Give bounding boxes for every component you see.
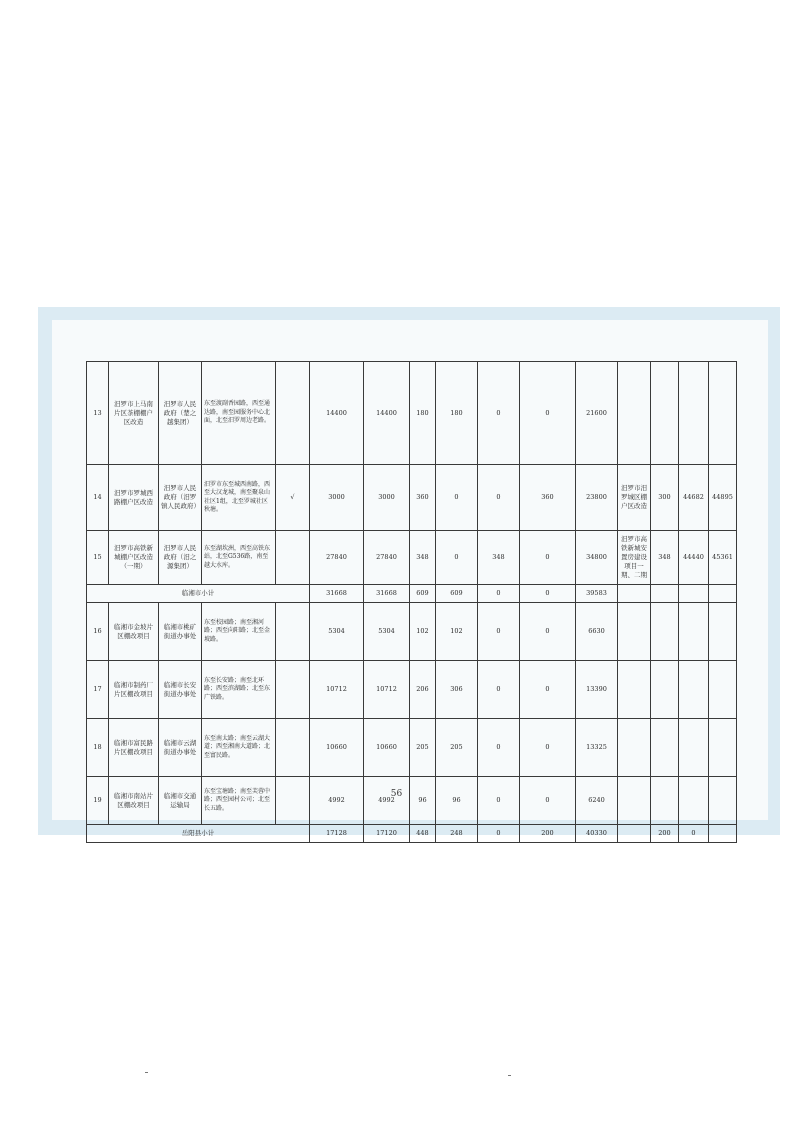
row-number: 19: [87, 777, 109, 825]
implementing-unit: 临湘市长安街道办事处: [159, 661, 202, 719]
row-number: 16: [87, 603, 109, 661]
value-cell: 10712: [364, 661, 410, 719]
value-cell: 360: [410, 465, 436, 531]
value-cell: 206: [410, 661, 436, 719]
table-row: [87, 362, 737, 465]
project-name: 临湘市南站片区棚改项目: [109, 777, 159, 825]
value-cell: 96: [410, 777, 436, 825]
project-name: 临湘市富民路片区棚改项目: [109, 719, 159, 777]
location: 东至湖坎洲，西至高铁东站，北至G536路，南至越大水库。: [202, 531, 276, 585]
value-cell: 3000: [310, 465, 364, 531]
row-number: 15: [87, 531, 109, 585]
related-project: 汨罗市高铁新城安置房建设项目一期、二期: [618, 531, 651, 585]
table-row: [87, 531, 737, 585]
value-cell: 0: [520, 585, 576, 603]
value-cell: 17128: [310, 825, 364, 843]
value-cell: 3000: [364, 465, 410, 531]
project-name: 临湘市金坡片区棚改项目: [109, 603, 159, 661]
value-cell: [651, 362, 679, 465]
implementing-unit: 汨罗市人民政府（汨罗镇人民政府）: [159, 465, 202, 531]
location: 东至渡副香园路，西至通达路，南至园服务中心北面，北至汨罗周边老路。: [202, 362, 276, 465]
project-name: 汨罗市高铁新城棚户区改造（一期）: [109, 531, 159, 585]
value-cell: 102: [410, 603, 436, 661]
value-cell: 306: [436, 661, 478, 719]
location: 东至长安路；南至北环路；西至滨湖路；北至东广铁路。: [202, 661, 276, 719]
value-cell: 0: [520, 531, 576, 585]
value-cell: 31668: [310, 585, 364, 603]
implementing-unit: 汨罗市人民政府（汨之源集团）: [159, 531, 202, 585]
value-cell: 23800: [576, 465, 618, 531]
related-project: 汨罗市汨罗城区棚户区改造: [618, 465, 651, 531]
value-cell: 34800: [576, 531, 618, 585]
row-number: 17: [87, 661, 109, 719]
value-cell: 10712: [310, 661, 364, 719]
row-number: 18: [87, 719, 109, 777]
value-cell: 40330: [576, 825, 618, 843]
project-name: 汨罗市罗城西路棚户区改造: [109, 465, 159, 531]
implementing-unit: 汨罗市人民政府（楚之越集团）: [159, 362, 202, 465]
subtotal-row: [87, 825, 737, 843]
subtotal-row: [87, 585, 737, 603]
value-cell: 44895: [709, 465, 737, 531]
value-cell: 10660: [364, 719, 410, 777]
value-cell: 13325: [576, 719, 618, 777]
value-cell: 27840: [364, 531, 410, 585]
mark-cell: [276, 362, 310, 465]
location: 东至南太路；南至云湖大道；西至湘南大道路；北至富民路。: [202, 719, 276, 777]
value-cell: 13390: [576, 661, 618, 719]
related-project: [618, 362, 651, 465]
value-cell: 248: [436, 825, 478, 843]
value-cell: 96: [436, 777, 478, 825]
row-number: 13: [87, 362, 109, 465]
table-row: [87, 603, 737, 661]
implementing-unit: 临湘市桃矿街道办事处: [159, 603, 202, 661]
value-cell: 10660: [310, 719, 364, 777]
value-cell: 4992: [364, 777, 410, 825]
value-cell: 14400: [310, 362, 364, 465]
value-cell: 39583: [576, 585, 618, 603]
value-cell: 0: [436, 531, 478, 585]
location: 东至宝塘路；南至芙蓉中路；西至园村公司；北至长五路。: [202, 777, 276, 825]
value-cell: 4992: [310, 777, 364, 825]
value-cell: 348: [651, 531, 679, 585]
value-cell: 0: [478, 719, 520, 777]
value-cell: 0: [478, 825, 520, 843]
value-cell: 45361: [709, 531, 737, 585]
value-cell: 200: [651, 825, 679, 843]
value-cell: 0: [520, 661, 576, 719]
value-cell: 180: [410, 362, 436, 465]
value-cell: 448: [410, 825, 436, 843]
related-project: [618, 825, 651, 843]
value-cell: 5304: [310, 603, 364, 661]
value-cell: 44682: [679, 465, 709, 531]
project-name: 汨罗市上马南片区茶棚棚户区改造: [109, 362, 159, 465]
value-cell: 0: [478, 465, 520, 531]
value-cell: 360: [520, 465, 576, 531]
value-cell: 21600: [576, 362, 618, 465]
value-cell: 0: [436, 465, 478, 531]
value-cell: 180: [436, 362, 478, 465]
implementing-unit: 临湘市云湖街道办事处: [159, 719, 202, 777]
value-cell: [709, 362, 737, 465]
value-cell: 348: [410, 531, 436, 585]
value-cell: 31668: [364, 585, 410, 603]
value-cell: 0: [478, 603, 520, 661]
row-number: 14: [87, 465, 109, 531]
value-cell: 0: [478, 661, 520, 719]
location: 汨罗市东至城西南路，西至大汉龙城，南至聚泉山社区1组，北至罗城社区秋塘。: [202, 465, 276, 531]
table-row: [87, 777, 737, 825]
implementing-unit: 临湘市交通运输局: [159, 777, 202, 825]
value-cell: 27840: [310, 531, 364, 585]
value-cell: 205: [436, 719, 478, 777]
value-cell: [679, 362, 709, 465]
page-number: 56: [390, 789, 403, 799]
scan-speck: [145, 1072, 148, 1073]
value-cell: 300: [651, 465, 679, 531]
value-cell: 17120: [364, 825, 410, 843]
value-cell: 6240: [576, 777, 618, 825]
value-cell: 609: [436, 585, 478, 603]
subtotal-label: 岳阳县小计: [87, 825, 310, 843]
value-cell: 102: [436, 603, 478, 661]
value-cell: 44440: [679, 531, 709, 585]
value-cell: 609: [410, 585, 436, 603]
subtotal-label: 临湘市小计: [87, 585, 310, 603]
value-cell: 0: [478, 777, 520, 825]
project-name: 临湘市制药厂片区棚改项目: [109, 661, 159, 719]
value-cell: 14400: [364, 362, 410, 465]
value-cell: 200: [520, 825, 576, 843]
scan-speck: [508, 1075, 511, 1076]
value-cell: [709, 825, 737, 843]
table-row: [87, 465, 737, 531]
value-cell: 0: [520, 603, 576, 661]
data-table: [86, 361, 737, 843]
value-cell: 6630: [576, 603, 618, 661]
value-cell: 0: [520, 362, 576, 465]
value-cell: 0: [520, 777, 576, 825]
value-cell: 0: [679, 825, 709, 843]
value-cell: 0: [478, 362, 520, 465]
mark-cell: √: [276, 465, 310, 531]
value-cell: 0: [520, 719, 576, 777]
value-cell: 0: [478, 585, 520, 603]
value-cell: 348: [478, 531, 520, 585]
location: 东至校园路；南至湘河路；西至向阳路；北至金坡路。: [202, 603, 276, 661]
table-row: [87, 719, 737, 777]
mark-cell: [276, 531, 310, 585]
value-cell: 205: [410, 719, 436, 777]
table-row: [87, 661, 737, 719]
value-cell: 5304: [364, 603, 410, 661]
